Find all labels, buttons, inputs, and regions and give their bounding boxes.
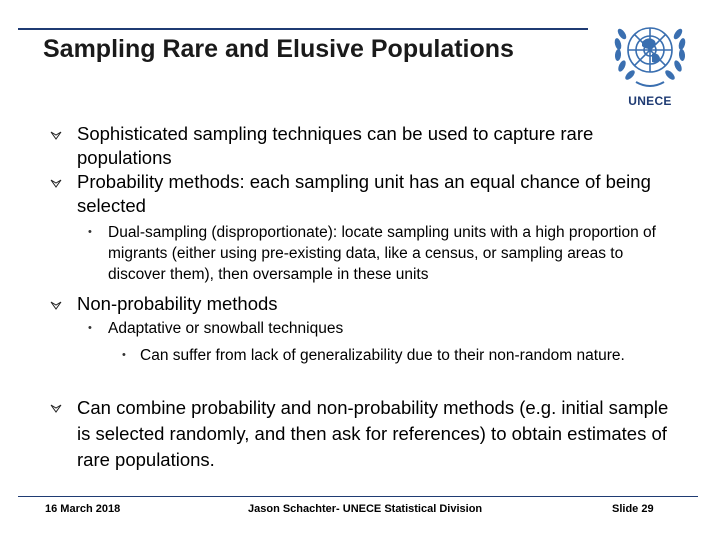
bullet-text: Can combine probability and non-probability methods (e.g. initial sample is selected randomly, and then ask for references) to obtain estimates of rare populations. [77,397,669,470]
sub-bullet-text: Adaptative or snowball techniques [108,320,344,337]
arrow-bullet-icon [50,129,62,141]
title-divider [18,28,588,30]
footer-date: 16 March 2018 [45,503,121,515]
footer-divider [18,496,698,497]
arrow-bullet-icon [50,177,62,189]
slide-title: Sampling Rare and Elusive Populations [43,35,514,63]
dot-bullet-icon: • [122,349,126,361]
bullet-text: Sophisticated sampling techniques can be used to capture rare populations [77,123,594,168]
dot-bullet-icon: • [88,322,92,334]
footer-author: Jason Schachter- UNECE Statistical Division [248,503,483,515]
bullet-text: Probability methods: each sampling unit has an equal chance of being selected [77,171,651,216]
logo-label: UNECE [628,94,672,108]
arrow-bullet-icon [50,402,62,414]
un-emblem-logo [606,12,694,112]
arrow-bullet-icon [50,299,62,311]
un-emblem-icon [606,12,694,94]
dot-bullet-icon: • [88,226,92,238]
sub-sub-bullet-text: Can suffer from lack of generalizability due to their non-random nature. [140,347,625,364]
sub-bullet-text: Dual-sampling (disproportionate): locate sampling units with a high proportion of migrants (either using pre-existing data, like a census, or sampling areas to discover them), then oversample in these units [108,224,656,283]
footer-slide-number: Slide 29 [612,503,654,515]
bullet-text: Non-probability methods [77,293,278,314]
